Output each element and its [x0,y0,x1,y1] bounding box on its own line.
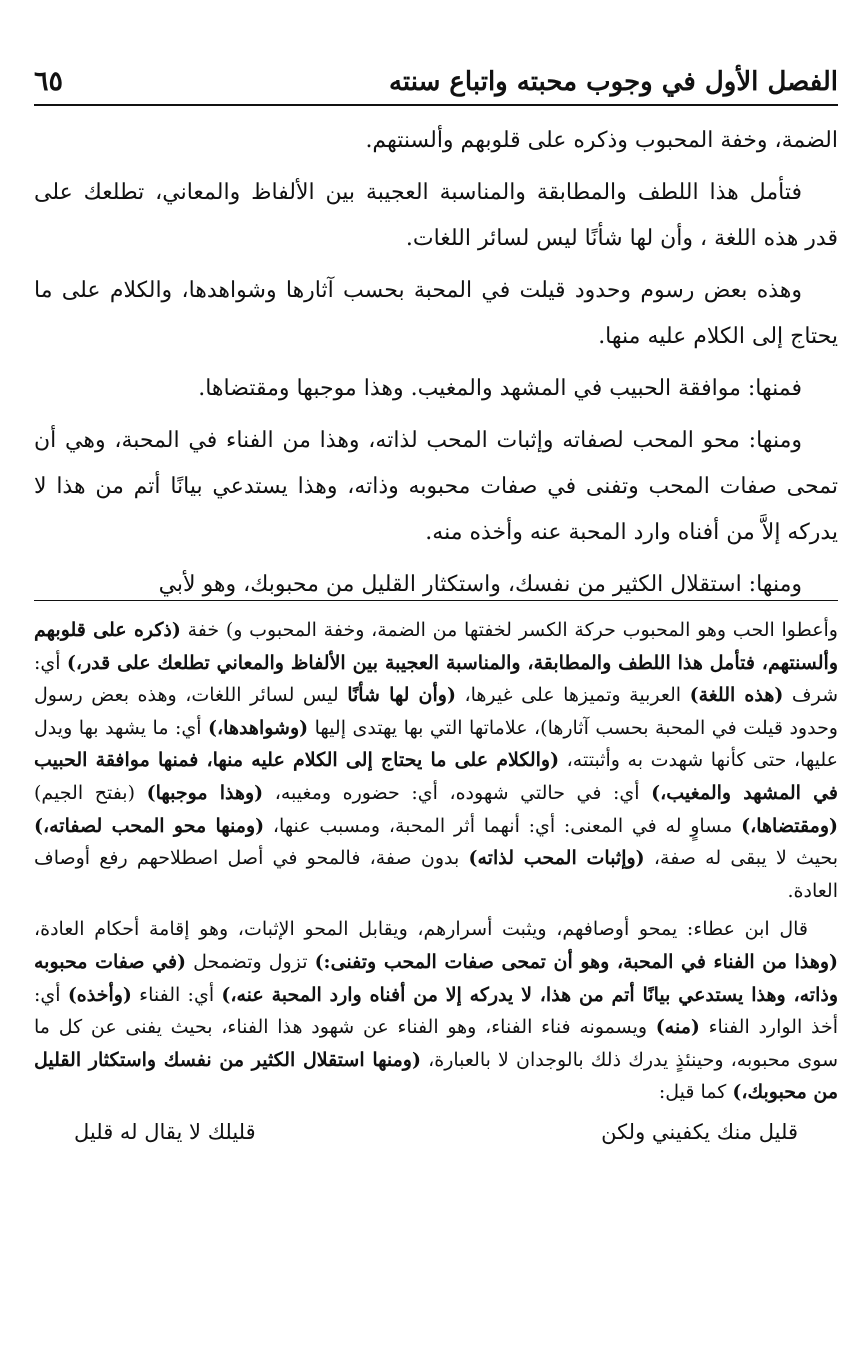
footnote-rule [34,600,838,601]
commentary-text: ويسمونه فناء الفناء، وهو الفناء عن شهود هذا الفناء، بحيث يفنى عن كل ما سوى محبوبه، وحينئذٍ يدرك ذلك بالوجدان لا بالعبارة، [34,1016,838,1071]
header-rule [34,104,838,106]
quoted-text-bold: (ذكره على قلوبهم وألسنتهم، فتأمل هذا اللطف والمطابقة، والمناسبة العجيبة بين الألفاظ والمعاني تطلعك على قدر،) [34,619,839,674]
commentary-text: العربية وتميزها على غيرها، [455,684,690,707]
main-paragraph: ومنها: استقلال الكثير من نفسك، واستكثار القليل من محبوبك، وهو لأبي [158,572,802,597]
quoted-text-bold: (ومقتضاها،) [741,814,838,837]
page-header [34,50,838,102]
commentary-paragraph [34,913,838,1109]
commentary-text: بدون صفة، فالمحو في أصل اصطلاحهم رفع أوصاف العادة. [34,847,838,902]
page-number: ٦٥ [34,66,64,97]
running-title: الفصل الأول في وجوب محبته واتباع سنته [388,67,838,97]
main-text [34,118,838,614]
commentary-text: قال ابن عطاء: يمحو أوصافهم، ويثبت أسرارهم، ويقابل المحو الإثبات، وهو إقامة أحكام العادة، [34,918,808,941]
commentary-text: أي: في حالتي شهوده، أي: حضوره ومغيبه، [263,781,652,804]
main-paragraph: الضمة، وخفة المحبوب وذكره على قلوبهم وألسنتهم. [365,128,838,153]
commentary-text: أي: الفناء [131,983,222,1006]
verse-hemistich-1: قليل منك يكفيني ولكن [601,1119,798,1144]
quoted-text-bold: (في صفات محبوبه وذاته، وهذا يستدعي بيانًا أتم من هذا، لا يدركه إلا من أفناه وارد المحبة عنه،) [34,950,838,1006]
commentary-text: مساوٍ له في المعنى: أي: أنهما أثر المحبة، ومسبب عنها، [264,814,742,837]
quoted-text-bold: (وإثبات المحب لذاته) [468,847,645,870]
commentary-text: ليس لسائر اللغات، وهذه بعض رسول وحدود قيلت في المحبة بحسب آثارها)، علاماتها التي بها يهتدى إليها [34,684,838,739]
commentary [34,614,838,1149]
main-paragraph: فتأمل هذا اللطف والمطابقة والمناسبة العجيبة بين الألفاظ والمعاني، تطلعك على قدر هذه اللغة ، وأن لها شأنًا ليس لسائر اللغات. [34,180,838,251]
commentary-text: تزول وتضمحل [186,950,315,973]
main-paragraph: وهذه بعض رسوم وحدود قيلت في المحبة بحسب آثارها وشواهدها، والكلام على ما يحتاج إلى الكلام عليه منها. [34,278,838,349]
main-paragraph: ومنها: محو المحب لصفاته وإثبات المحب لذاته، وهذا من الفناء في المحبة، وهي أن تمحى صفات المحب وتفنى في صفات محبوبه وذاته، وهذا يستدعي بيانًا أتم من هذا لا يدركه إلاَّ من أفناه وارد المحبة عنه وأخذه منه. [34,428,838,545]
commentary-text: أي: أخذ الوارد الفناء [34,983,838,1039]
verse-hemistich-2: قليلك لا يقال له قليل [74,1119,256,1144]
verse-line [34,1115,838,1149]
quoted-text-bold: (وهذا من الفناء في المحبة، وهو أن تمحى صفات المحب وتفنى:) [314,950,839,973]
quoted-text-bold: (وهذا موجبها) [146,781,264,804]
quoted-text-bold: (وأن لها شأنًا [347,684,456,707]
quoted-text-bold: (وشواهدها،) [208,716,309,739]
quoted-text-bold: (هذه اللغة) [689,684,784,707]
quoted-text-bold: (وأخذه) [67,983,132,1006]
commentary-text: أي: ما يشهد بها ويدل عليها، حتى كأنها شهدت به وأثبتته، [34,716,838,772]
commentary-paragraph [34,614,838,907]
commentary-text: بحيث لا يبقى له صفة، [644,847,838,870]
quoted-text-bold: (ومنها محو المحب لصفاته،) [34,814,265,837]
quoted-text-bold: (منه) [655,1016,700,1039]
commentary-text: وأعطوا الحب وهو المحبوب حركة الكسر لخفتها من الضمة، وخفة المحبوب و) خفة [180,619,838,641]
quoted-text-bold: (ومنها استقلال الكثير من نفسك واستكثار القليل من محبوبك،) [34,1048,838,1104]
commentary-text: كما قيل: [658,1081,733,1104]
commentary-text: أي: شرف [34,651,838,707]
main-paragraph: فمنها: موافقة الحبيب في المشهد والمغيب. وهذا موجبها ومقتضاها. [198,376,802,401]
quoted-text-bold: (والكلام على ما يحتاج إلى الكلام عليه منها، فمنها موافقة الحبيب في المشهد والمغيب،) [34,749,839,804]
commentary-text: (بفتح الجيم) [34,781,147,804]
